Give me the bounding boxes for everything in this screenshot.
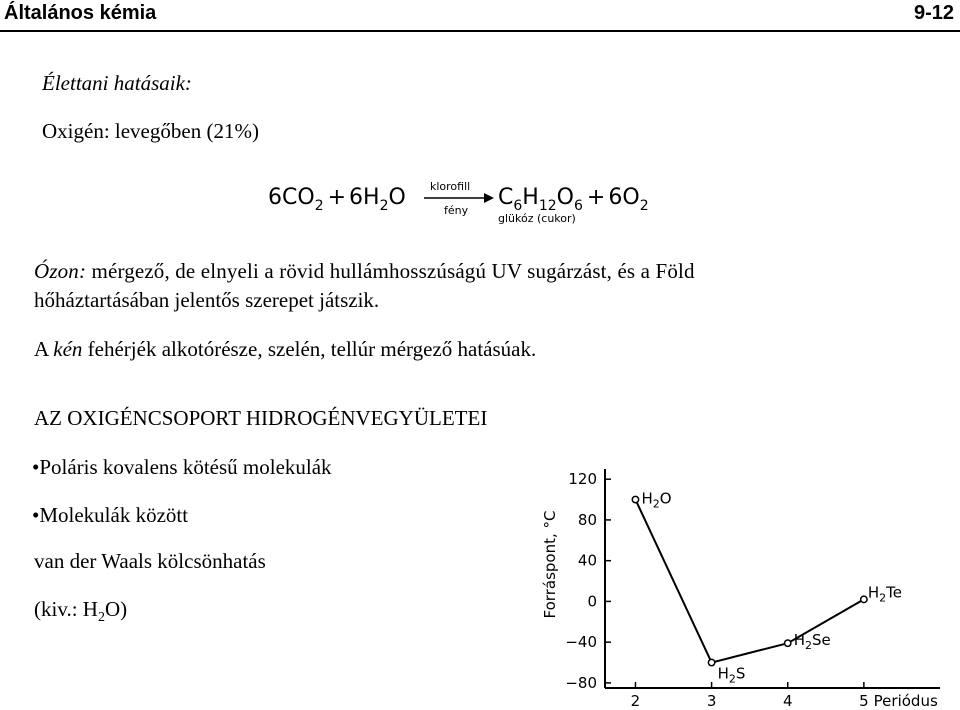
exception-line: (kiv.: $H_2O$): [34, 597, 128, 626]
x-tick-label: 3: [706, 692, 717, 710]
sulfur-line: A kén fehérjék alkotórésze, szelén, tellúr mérgező hatásúak.: [34, 337, 537, 361]
y-tick-label: −40: [565, 633, 597, 652]
x-tick-label: 2: [630, 692, 641, 710]
data-point: [785, 640, 791, 646]
data-point-label: $H_2Se$: [793, 631, 831, 653]
van-der-waals-line: van der Waals kölcsönhatás: [34, 549, 266, 573]
x-tick-label: 4: [782, 692, 793, 710]
y-axis-title: Forráspont, °C: [541, 510, 559, 619]
ozone-line-2: hőháztartásában jelentős szerepet játszik.: [34, 288, 380, 312]
x-axis-title: Periódus: [873, 692, 938, 710]
oxygen-line: Oxigén: levegőben (21%): [42, 119, 259, 143]
data-point-label: $H_2Te$: [867, 583, 902, 605]
y-tick-label: 40: [577, 551, 597, 570]
glucose-caption: glükóz (cukor): [498, 212, 576, 225]
x-tick-label: 5: [859, 692, 869, 710]
y-tick-label: 120: [568, 470, 597, 489]
svg-text:6CO2+6H2O: $6CO_2 + 6H_2O$: [268, 185, 406, 214]
ozone-line-1: Ózon: mérgező, de elnyeli a rövid hullámhosszúságú UV sugárzást, és a Föld: [34, 259, 695, 283]
boiling-point-chart: [525, 465, 945, 710]
y-tick-label: 80: [577, 510, 597, 529]
y-tick-label: −80: [565, 673, 597, 692]
physiological-heading: Élettani hatásaik:: [42, 71, 192, 95]
svg-text:fény: fény: [444, 204, 469, 217]
page-header: [0, 0, 960, 32]
svg-text:C6H12O6+6O2: $C_6H_{12}O_6 + 6O_2$: [498, 185, 649, 214]
data-point: [861, 596, 867, 602]
data-point: [708, 659, 714, 665]
section-title: AZ OXIGÉNCSOPORT HIDROGÉNVEGYÜLETEI: [34, 406, 488, 430]
photosynthesis-equation: [262, 176, 662, 236]
arrow-head: [484, 193, 494, 203]
header-title: Általános kémia: [4, 2, 157, 24]
data-point: [632, 496, 638, 502]
svg-text:klorofill: klorofill: [430, 180, 471, 193]
data-point-label: $H_2O$: [641, 489, 672, 511]
bullet-between-molecules: •Molekulák között: [32, 503, 189, 527]
data-point-label: $H_2S$: [717, 664, 746, 686]
y-tick-label: 0: [587, 592, 597, 611]
page-number: 9-12: [913, 2, 954, 24]
bullet-polar-covalent: •Poláris kovalens kötésű molekulák: [32, 455, 332, 479]
